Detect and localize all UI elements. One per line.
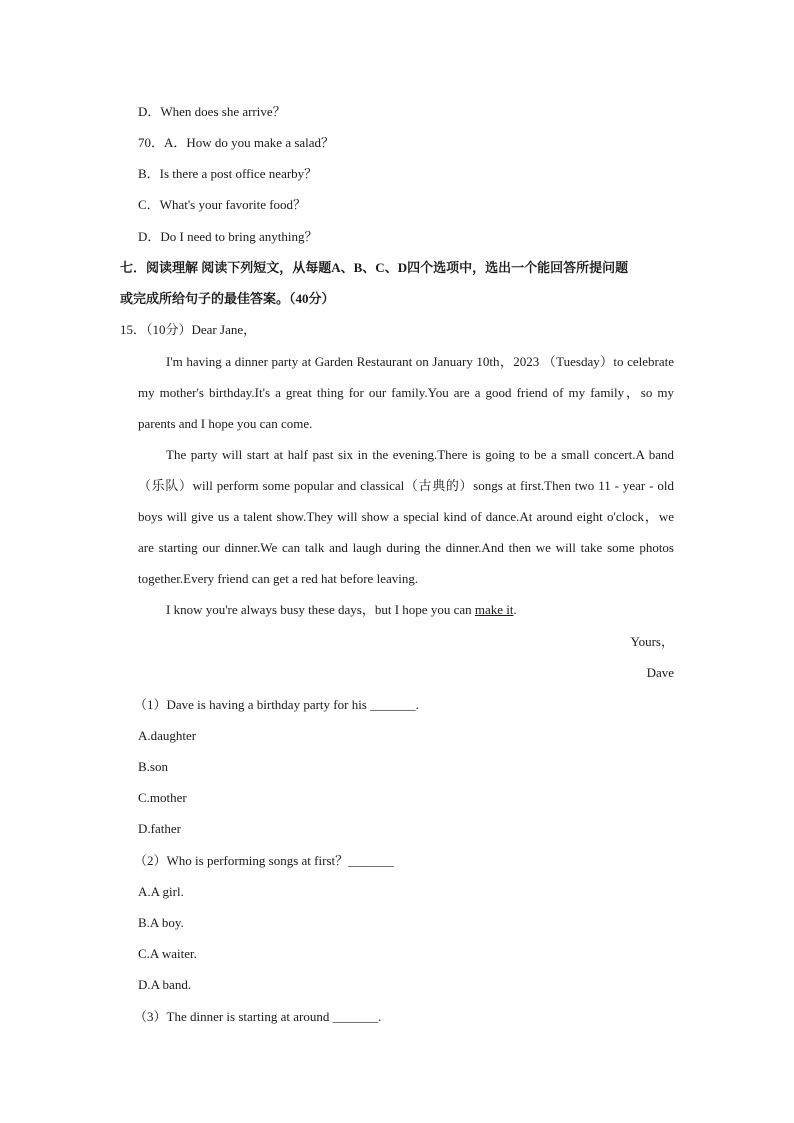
sub-question-1: （1）Dave is having a birthday party for his _______. [134,697,419,712]
underlined-phrase: make it [474,602,514,617]
letter-paragraph-1: I'm having a dinner party at Garden Restaurant on January 10th，2023 （Tuesday）to celebrate my mother's birthday.It's a great thing for our family.You are a good friend of my family，so my parents and I hope you can come. [138,354,674,431]
letter-paragraph-2: The party will start at half past six in the evening.There is going to be a small concert.A band（乐队）will perform some popular and classical（古典的）songs at first.Then two 11 - year - old boys will give us a talent show.They will show a special kind of dance.At around eight o'clock，we are starting our dinner.We can talk and laugh during the dinner.And then we will take some photos together.Every friend can get a red hat before leaving. [138,447,674,586]
sub1-option-b: B.son [138,759,168,774]
letter-signature: Dave [646,665,674,680]
q15-header: 15．（10分）Dear Jane， [120,322,257,337]
q70-option-c: C．What's your favorite food？ [138,197,307,212]
sub-question-3: （3）The dinner is starting at around _______. [134,1009,382,1024]
section7-heading-line1: 七．阅读理解 阅读下列短文，从每题A、B、C、D四个选项中，选出一个能回答所提问题 [120,260,629,275]
sub1-option-c: C.mother [138,790,187,805]
sub1-option-a: A.daughter [138,728,197,743]
sub2-option-b: B.A boy. [138,915,184,930]
section7-heading-line2: 或完成所给句子的最佳答案。（40分） [120,291,335,306]
prev-option-d: D．When does she arrive？ [138,104,286,119]
sub2-option-a: A.A girl. [138,884,184,899]
letter-p3-end: . [513,602,517,617]
letter-closing: Yours， [630,634,674,649]
letter-p3-text: I know you're always busy these days，but I hope you can [166,602,475,617]
q70-option-a: 70．A．How do you make a salad？ [138,135,335,150]
sub2-option-c: C.A waiter. [138,946,197,961]
letter-paragraph-3 [138,594,674,625]
sub1-option-d: D.father [138,821,181,836]
q70-option-b: B．Is there a post office nearby？ [138,166,318,181]
letter-body [138,346,674,625]
q70-option-d: D．Do I need to bring anything？ [138,229,318,244]
sub-question-2: （2）Who is performing songs at first？_______ [134,853,394,868]
sub2-option-d: D.A band. [138,977,192,992]
